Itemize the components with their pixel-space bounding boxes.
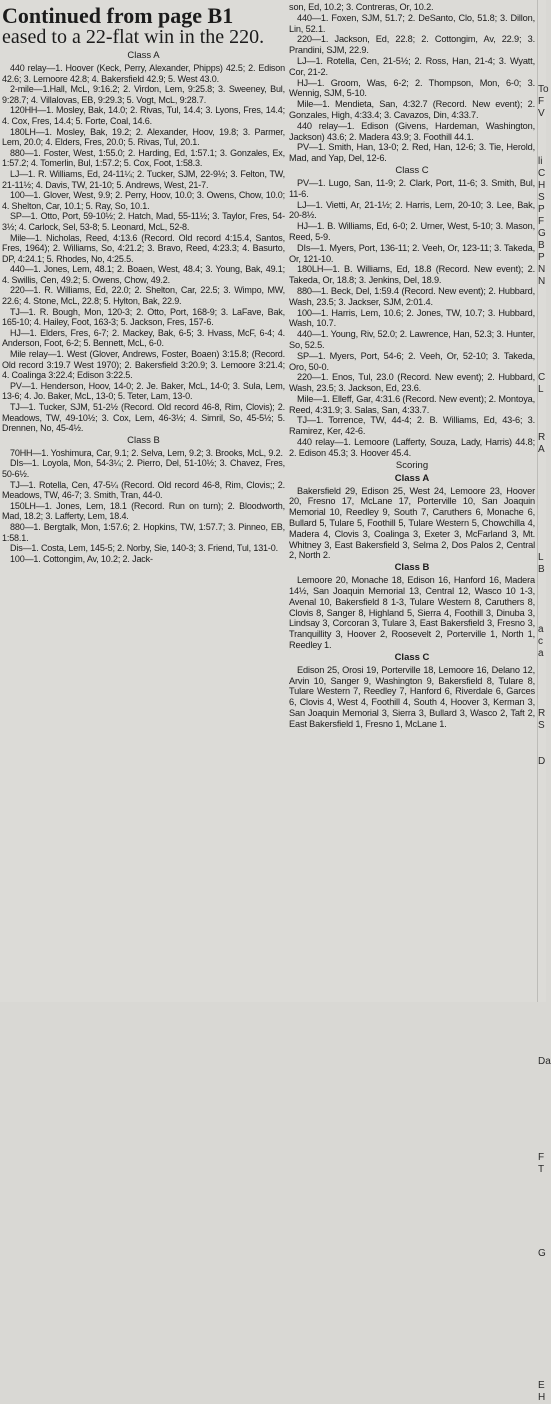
result-paragraph: 220—1. Enos, Tul, 23.0 (Record. New event); 2. Hubbard, Wash, 23.5; 3. Jackson, Ed, 23.6. <box>289 372 535 394</box>
edge-fragment: D <box>538 756 546 767</box>
left-results-body <box>2 50 285 564</box>
edge-fragment <box>538 1188 547 1200</box>
edge-fragment <box>538 1212 547 1224</box>
edge-fragment <box>538 144 547 156</box>
edge-fragment <box>538 300 547 312</box>
result-paragraph: son, Ed, 10.2; 3. Contreras, Or, 10.2. <box>289 2 434 12</box>
edge-fragment <box>538 1236 547 1248</box>
result-paragraph: 180LH—1. B. Williams, Ed, 18.8 (Record. New event); 2. Takeda, Or, 18.8; 3. Jenkins, Del, 18.9. <box>289 264 535 286</box>
edge-fragment <box>538 1104 547 1116</box>
edge-fragment: B <box>538 240 545 251</box>
edge-fragment: G <box>538 1248 546 1259</box>
edge-fragment <box>538 480 547 492</box>
edge-fragment: Da <box>538 1056 551 1067</box>
result-paragraph: 180LH—1. Mosley, Bak, 19.2; 2. Alexander, Hoov, 19.8; 3. Parmer, Lem, 20.0; 4. Elders, Fres, 20.0; 5. Rivas, Tul, 20.1. <box>2 126 285 148</box>
edge-fragment <box>538 60 547 72</box>
edge-fragment <box>538 1020 547 1032</box>
result-paragraph: SP—1. Myers, Port, 54-6; 2. Veeh, Or, 52-10; 3. Takeda, Oro, 50-0. <box>289 350 535 372</box>
edge-fragment: A <box>538 444 545 455</box>
edge-fragment: R <box>538 708 546 719</box>
result-paragraph: Dis—1. Costa, Lem, 145-5; 2. Norby, Sie, 140-3; 3. Friend, Tul, 131-0. <box>10 543 278 554</box>
edge-fragment <box>538 996 547 1008</box>
result-paragraph: TJ—1. Rotella, Cen, 47-5¼ (Record. Old record 46-8, Rim, Clovis;; 2. Meadows, TW, 46-7; 3. Smith, Tran, 44-0. <box>2 479 285 501</box>
result-paragraph: 440 relay—1. Hoover (Keck, Perry, Alexander, Phipps) 42.5; 2. Edison 42.6; 3. Lemoore 42.8; 4. Bakersfield 42.9; 5. West 43.0. <box>2 63 285 84</box>
edge-fragment <box>538 1368 547 1380</box>
edge-fragment <box>538 852 547 864</box>
result-paragraph: LJ—1. R. Williams, Ed, 24-11¼; 2. Tucker, SJM, 22-9½; 3. Felton, TW, 21-11½; 4. Davis, TW, 21-10; 5. Andrews, West, 21-7. <box>2 168 285 190</box>
result-paragraph: Lemoore 20, Monache 18, Edison 16, Hanford 16, Madera 14½, San Joaquin Memorial 13, Central 12, Wasco 10 1-3, Avenal 10, Bakersfield 8 1-3, Tulare Western 8, Caruthers 8, Clovis 8, Sanger 8, Highland 5, Sierra 4, Foothill 3, Dinuba 3, Lindsay 3, Corcoran 3, Tulare 3, East Bakersfield 3, Fresno 3, Tranquillity 3, Hoover 2, Roosevelt 2, Porterville 1, North 1, Reedley 1. <box>289 575 535 651</box>
edge-fragment <box>538 528 547 540</box>
edge-fragment <box>538 828 547 840</box>
edge-fragment <box>538 1116 547 1128</box>
edge-fragment <box>538 960 547 972</box>
edge-fragment <box>538 420 547 432</box>
edge-fragment: H <box>538 1392 546 1403</box>
edge-fragment <box>538 1140 547 1152</box>
edge-fragment <box>538 912 547 924</box>
edge-fragment <box>538 1308 547 1320</box>
edge-fragment <box>538 1344 547 1356</box>
edge-fragment <box>538 660 547 672</box>
edge-fragment: li <box>538 156 543 167</box>
edge-fragment <box>538 576 547 588</box>
edge-fragment: S <box>538 192 545 203</box>
result-paragraph: Edison 25, Orosi 19, Porterville 18, Lemoore 16, Delano 12, Arvin 10, Sanger 9, Washington 9, Bakersfield 8, Tulare 8, Tulare Western 7, Reedley 7, Hanford 6, Riverdale 6, Garces 6, Clovis 4, West 4, Foothill 4, South 4, Hoover 3, Kerman 3, San Joaquin Memorial 3, Sierra 3, Bullard 3, Wasco 2, Taft 2, East Bakersfield 1, Fresno 1, McLane 1. <box>289 664 535 729</box>
edge-fragment <box>538 924 547 936</box>
edge-fragment <box>538 948 547 960</box>
edge-fragment <box>538 336 547 348</box>
edge-fragment: N <box>538 276 546 287</box>
edge-fragment <box>538 696 547 708</box>
section-heading: Class B <box>394 562 430 574</box>
edge-fragment <box>538 672 547 684</box>
section-heading: Class C <box>395 164 429 176</box>
edge-fragment <box>538 1128 547 1140</box>
result-paragraph: 70HH—1. Yoshimura, Car, 9.1; 2. Selva, Lem, 9.2; 3. Brooks, McL, 9.2. <box>10 447 283 458</box>
result-paragraph: 440—1. Jones, Lem, 48.1; 2. Boaen, West, 48.4; 3. Young, Bak, 49.1; 4. Swillis, Cen, 49.2; 5. Owens, Chow, 49.2. <box>2 264 285 285</box>
edge-fragment: a <box>538 648 544 659</box>
edge-fragment: S <box>538 720 545 731</box>
edge-fragment <box>538 768 547 780</box>
edge-fragment <box>538 48 547 60</box>
edge-fragment <box>538 312 547 324</box>
result-paragraph: 440—1. Foxen, SJM, 51.7; 2. DeSanto, Clo, 51.8; 3. Dillon, Lin, 52.1. <box>289 12 535 34</box>
edge-fragment <box>538 468 547 480</box>
result-paragraph: Mile—1. Mendieta, San, 4:32.7 (Record. New event); 2. Gonzales, High, 4:33.4; 3. Cavazos, Din, 4:33.7. <box>289 99 535 120</box>
result-paragraph: PV—1. Henderson, Hoov, 14-0; 2. Je. Baker, McL, 14-0; 3. Sula, Lem, 13-6; 4. Jo. Baker, McL, 13-0; 5. Teter, Lam, 13-0. <box>2 380 285 402</box>
edge-fragment <box>538 0 547 12</box>
edge-fragment <box>538 684 547 696</box>
edge-fragment <box>538 744 547 756</box>
edge-fragment <box>538 540 547 552</box>
result-paragraph: 120HH—1. Mosley, Bak, 14.0; 2. Rivas, Tul, 14.4; 3. Lyons, Fres, 14.4; 4. Cox, Fres, 14.4; 5. Forte, Coal, 14.6. <box>2 105 285 126</box>
edge-fragment <box>538 804 547 816</box>
edge-fragment: E <box>538 1380 545 1391</box>
edge-fragment: F <box>538 1152 545 1163</box>
edge-fragment: a <box>538 624 544 635</box>
edge-fragment: R <box>538 432 546 443</box>
edge-fragment: F <box>538 216 545 227</box>
edge-fragment <box>538 1356 547 1368</box>
edge-fragment: N <box>538 264 546 275</box>
edge-fragment <box>538 1224 547 1236</box>
edge-fragment: V <box>538 108 545 119</box>
result-paragraph: 2-mile—1.Hall, McL, 9:16.2; 2. Virdon, Lem, 9:25.8; 3. Sweeney, Bul, 9:28.7; 4. Villalovas, EB, 9:29.3; 5. Vogt, McL, 9:28.7. <box>2 84 285 105</box>
edge-fragment <box>538 1032 547 1044</box>
edge-fragment: To <box>538 84 549 95</box>
lead-sentence: eased to a 22-flat win in the 220. <box>2 26 265 48</box>
edge-fragment <box>538 120 547 132</box>
edge-fragment: L <box>538 384 544 395</box>
edge-fragment <box>538 1260 547 1272</box>
edge-fragment: F <box>538 96 545 107</box>
edge-fragment: C <box>538 168 546 179</box>
result-paragraph: Mile—1. Elleff, Gar, 4:31.6 (Record. New event); 2. Montoya, Reed, 4:31.9; 3. Salas, San, 4:33.7. <box>289 393 535 415</box>
edge-fragment <box>538 396 547 408</box>
edge-fragment <box>538 588 547 600</box>
section-heading: Scoring <box>395 459 429 471</box>
result-paragraph: Bakersfield 29, Edison 25, West 24, Lemoore 23, Hoover 20, Fresno 17, McLane 17, Porterville 10, San Joaquin Memorial 10, Reedley 9, South 7, Caruthers 6, Monache 6, Bullard 5, Tulare 5, Foothill 5, Tulare Western 5, Chowchilla 4, Madera 4, Clovis 3, Coalinga 3, Exeter 3, McFarland 3, Mt. Whitney 3, East Bakersfield 3, Selma 2, Dos Palos 2, Central 2, North 2. <box>289 485 535 561</box>
continuation-headline: Continued from page B1 <box>2 3 234 28</box>
edge-fragment <box>538 408 547 420</box>
edge-fragment <box>538 360 547 372</box>
result-paragraph: DIs—1. Loyola, Mon, 54-3¼; 2. Pierro, Del, 51-10½; 3. Chavez, Fres, 50-6½. <box>2 458 285 479</box>
edge-fragment: T <box>538 1164 545 1175</box>
edge-fragment <box>538 984 547 996</box>
edge-fragment <box>538 816 547 828</box>
result-paragraph: TJ—1. Torrence, TW, 44-4; 2. B. Williams, Ed, 43-6; 3. Ramirez, Ker, 42-6. <box>289 415 535 437</box>
edge-fragment <box>538 36 547 48</box>
edge-fragment <box>538 732 547 744</box>
edge-fragment <box>538 1320 547 1332</box>
edge-fragment <box>538 1044 547 1056</box>
edge-fragment <box>538 840 547 852</box>
edge-fragment <box>538 876 547 888</box>
edge-fragment <box>538 324 547 336</box>
section-heading: Class B <box>127 434 160 446</box>
section-heading: Class A <box>127 50 160 61</box>
edge-fragment: H <box>538 180 546 191</box>
result-paragraph: 880—1. Bergtalk, Mon, 1:57.6; 2. Hopkins, TW, 1:57.7; 3. Pinneo, EB, 1:58.1. <box>2 521 285 543</box>
result-paragraph: PV—1. Lugo, San, 11-9; 2. Clark, Port, 11-6; 3. Smith, Bul, 11-6. <box>289 177 535 199</box>
edge-fragment: P <box>538 252 545 263</box>
edge-fragment <box>538 972 547 984</box>
result-paragraph: 220—1. Jackson, Ed, 22.8; 2. Cottongim, Av, 22.9; 3. Prandini, SJM, 22.9. <box>289 34 535 56</box>
edge-fragment <box>538 12 547 24</box>
edge-fragment: G <box>538 228 546 239</box>
edge-fragment: P <box>538 204 545 215</box>
result-paragraph: 100—1. Cottongim, Av, 10.2; 2. Jack- <box>10 553 153 564</box>
result-paragraph: Mile relay—1. West (Glover, Andrews, Foster, Boaen) 3:15.8; (Record. Old record 3:19.7 West 1970); 2. Bakersfield 3:20.9; 3. Lemoore 3:21.4; 4. Coalinga 3:22.4; Edison 3:22.5. <box>2 349 285 381</box>
result-paragraph: 440 relay—1. Lemoore (Lafferty, Souza, Lady, Harris) 44.8; 2. Edison 45.3; 3. Hoover 45.4. <box>289 437 535 458</box>
edge-fragment <box>538 72 547 84</box>
result-paragraph: DIs—1. Myers, Port, 136-11; 2. Veeh, Or, 123-11; 3. Takeda, Or, 121-10. <box>289 242 535 264</box>
edge-fragment <box>538 1008 547 1020</box>
result-paragraph: HJ—1. Groom, Was, 6-2; 2. Thompson, Mon, 6-0; 3. Wennig, SJM, 5-10. <box>289 77 535 99</box>
result-paragraph: 100—1. Harris, Lem, 10.6; 2. Jones, TW, 10.7; 3. Hubbard, Wash, 10.7. <box>289 307 535 329</box>
edge-fragment <box>538 612 547 624</box>
result-paragraph: Mile—1. Nicholas, Reed, 4:13.6 (Record. Old record 4:15.4, Santos, Fres, 1964); 2. Williams, So, 4:21.2; 3. Bravo, Reed, 4:23.3; 4. Basurto, DP, 4:24.1; 5. Rhodes, No, 4:25.5. <box>2 232 285 264</box>
edge-fragment <box>538 864 547 876</box>
edge-fragment <box>538 348 547 360</box>
result-paragraph: HJ—1. Elders, Fres, 6-7; 2. Mackey, Bak, 6-5; 3. Hvass, McF, 6-4; 4. Anderson, Foot, 6-2; 5. Bennett, McL, 6-0. <box>2 327 285 349</box>
result-paragraph: PV—1. Smith, Han, 13-0; 2. Red, Han, 12-6; 3. Tie, Herold, Mad, and Yap, Del, 12-6. <box>289 142 535 164</box>
edge-fragment <box>538 1296 547 1308</box>
edge-fragment <box>538 1284 547 1296</box>
edge-fragment <box>538 1068 547 1080</box>
edge-fragment: c <box>538 636 543 647</box>
edge-fragment <box>538 792 547 804</box>
edge-fragment <box>538 288 547 300</box>
result-paragraph: 440 relay—1. Edison (Givens, Hardeman, Washington, Jackson) 43.6; 2. Madera 43.9; 3. Foothill 44.1. <box>289 120 535 142</box>
result-paragraph: 100—1. Glover, West, 9.9; 2. Perry, Hoov, 10.0; 3. Owens, Chow, 10.0; 4. Shelton, Car, 10.1; 5. Ray, So, 10.1. <box>2 190 285 211</box>
edge-fragment <box>538 1272 547 1284</box>
result-paragraph: 880—1. Beck, Del, 1:59.4 (Record. New event); 2. Hubbard, Wash, 23.5; 3. Jackser, SJM, 2:01.4. <box>289 285 535 307</box>
right-results-body <box>289 2 535 730</box>
edge-fragment <box>538 456 547 468</box>
result-paragraph: LJ—1. Rotella, Cen, 21-5½; 2. Ross, Han, 21-4; 3. Wyatt, Cor, 21-2. <box>289 55 535 77</box>
edge-fragment: L <box>538 552 544 563</box>
edge-fragment <box>538 492 547 504</box>
edge-fragment: C <box>538 372 546 383</box>
edge-fragment <box>538 600 547 612</box>
result-paragraph: 440—1. Young, Riv, 52.0; 2. Lawrence, Han, 52.3; 3. Hunter, So, 52.5. <box>289 329 535 350</box>
result-paragraph: 220—1. R. Williams, Ed, 22.0; 2. Shelton, Car, 22.5; 3. Wimpo, MW, 22.6; 4. Stone, McL, 22.8; 5. Hylton, Bak, 22.9. <box>2 285 285 307</box>
edge-fragment <box>538 516 547 528</box>
adjacent-column-edge <box>537 0 551 1403</box>
edge-fragment <box>538 1092 547 1104</box>
edge-fragment <box>538 888 547 900</box>
result-paragraph: LJ—1. Vietti, Ar, 21-1½; 2. Harris, Lem, 20-10; 3. Lee, Bak, 20-8½. <box>289 199 535 221</box>
edge-fragment <box>538 504 547 516</box>
result-paragraph: SP—1. Otto, Port, 59-10½; 2. Hatch, Mad, 55-11½; 3. Taylor, Fres, 54-3½; 4. Carlock, Sel, 53-8; 5. Leonard, McL, 52-8. <box>2 211 285 232</box>
left-column <box>2 4 285 998</box>
edge-fragment <box>538 780 547 792</box>
result-paragraph: 150LH—1. Jones, Lem, 18.1 (Record. Run on turn); 2. Bloodworth, Mad, 18.2; 3. Lafferty, Lem, 18.4. <box>2 500 285 522</box>
section-heading: Class A <box>394 472 430 484</box>
edge-fragment <box>538 1176 547 1188</box>
right-column <box>289 2 535 998</box>
edge-fragment <box>538 1200 547 1212</box>
edge-fragment: B <box>538 564 545 575</box>
edge-fragment <box>538 900 547 912</box>
result-paragraph: HJ—1. B. Williams, Ed, 6-0; 2. Urner, West, 5-10; 3. Mason, Reed, 5-9. <box>289 221 535 242</box>
edge-fragment <box>538 1080 547 1092</box>
edge-fragment <box>538 1332 547 1344</box>
section-heading: Class C <box>394 651 430 663</box>
edge-fragment <box>538 132 547 144</box>
result-paragraph: 880—1. Foster, West, 1:55.0; 2. Harding, Ed, 1:57.1; 3. Gonzales, Ex, 1:57.2; 4. Tomerlin, Bul, 1:57.2; 5. Cox, Foot, 1:58.3. <box>2 147 285 169</box>
edge-fragment <box>538 24 547 36</box>
edge-fragment <box>538 936 547 948</box>
result-paragraph: TJ—1. Tucker, SJM, 51-2½ (Record. Old record 46-8, Rim, Clovis); 2. Meadows, TW, 49-10½; 3. Cox, Lem, 46-3½; 4. Simril, So, 45-5½; 5. Drennen, No, 45-4½. <box>2 402 285 434</box>
result-paragraph: TJ—1. R. Bough, Mon, 120-3; 2. Otto, Port, 168-9; 3. LaFave, Bak, 165-10; 4. Hailey, Foot, 163-3; 5. Jackson, Fres, 157-6. <box>2 306 285 328</box>
